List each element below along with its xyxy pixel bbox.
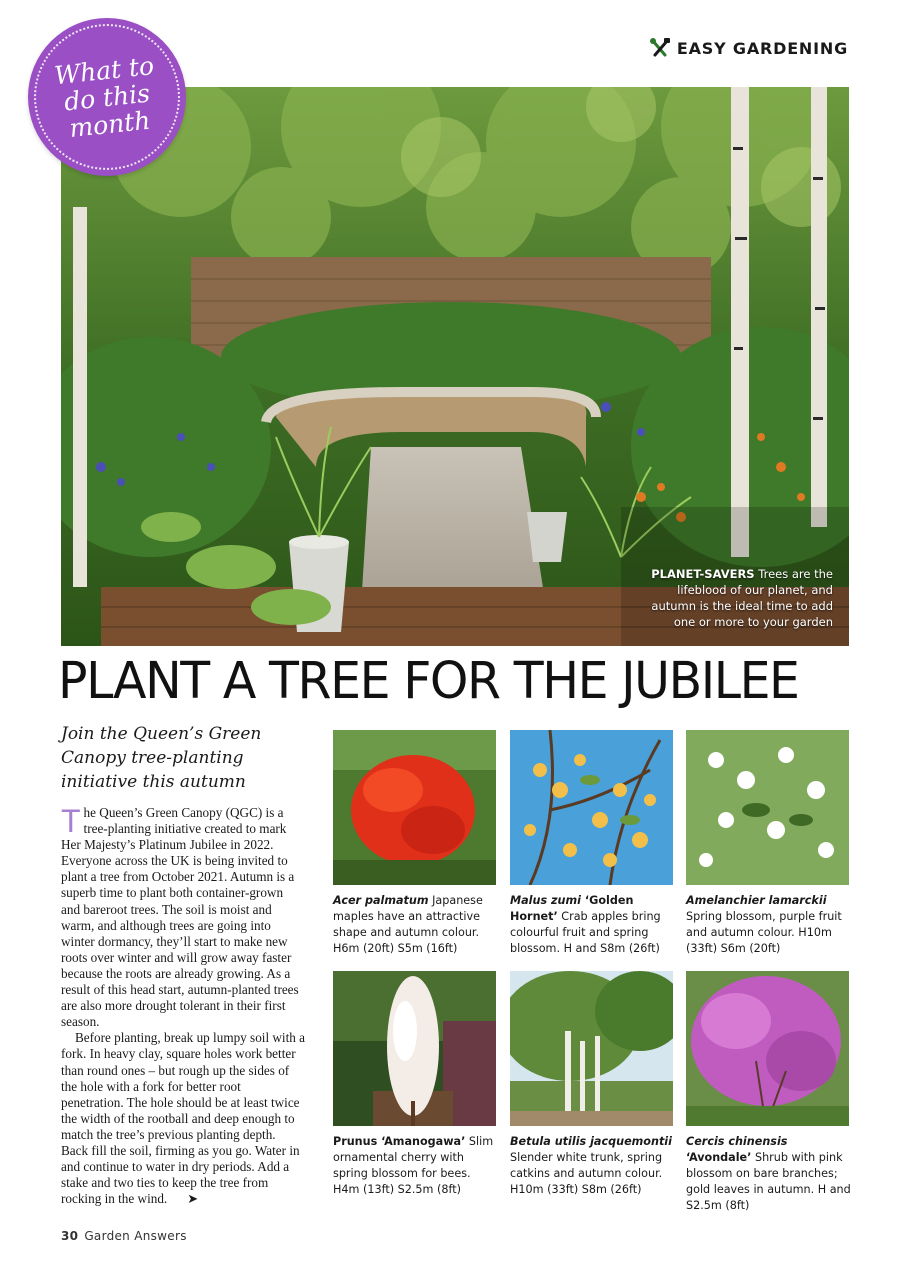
plant-card-amelanchier xyxy=(686,730,852,957)
body-paragraph-2-text: Before planting, break up lumpy soil with a fork. In heavy clay, square holes work better than round ones – but rough up the sides of the hole with a fork for better root penetration. The hole should be at least twice the width of the rootball and deep enough to match the tree’s previous planting depth. Back fill the soil, firming as you go. Water in and continue to water in dry periods. Add a stake and two ties to keep the tree from rocking in the wind. xyxy=(61,1030,306,1207)
cercis-photo xyxy=(686,971,849,1126)
plant-cultivar-6: ‘Avondale’ xyxy=(686,1151,752,1164)
plant-card-betula xyxy=(510,971,676,1198)
section-label: EASY GARDENING xyxy=(676,38,848,58)
hero-caption-lead: PLANET-SAVERS xyxy=(651,567,755,581)
body-paragraph-1 xyxy=(61,805,305,1030)
drop-cap: T xyxy=(61,803,81,839)
plant-name-1: Acer palmatum xyxy=(333,894,429,907)
page-number: 30 xyxy=(61,1229,79,1243)
plant-caption-5 xyxy=(510,1134,676,1198)
plant-name-2: Malus zumi xyxy=(510,894,582,907)
plant-name-5: Betula utilis jacquemontii xyxy=(510,1135,672,1148)
plant-description-4: Slim ornamental cherry with spring blossom for bees. H4m (13ft) S2.5m (8ft) xyxy=(333,1135,494,1196)
plant-description-2: Crab apples bring colourful fruit and spring blossom. H and S8m (26ft) xyxy=(510,910,661,955)
plant-description-1: Japanese maples have an attractive shape and autumn colour. H6m (20ft) S5m (16ft) xyxy=(333,894,483,955)
standfirst: Join the Queen’s Green Canopy tree-planting initiative this autumn xyxy=(61,724,262,792)
betula-photo xyxy=(510,971,673,1126)
plant-card-cercis xyxy=(686,971,852,1214)
plant-caption-6 xyxy=(686,1134,852,1214)
amelanchier-photo xyxy=(686,730,849,885)
hero-image xyxy=(61,87,849,646)
plant-caption-2 xyxy=(510,893,676,957)
prunus-photo xyxy=(333,971,496,1126)
garden-illustration xyxy=(61,87,849,646)
plant-description-5: Slender white trunk, spring catkins and autumn colour. H10m (33ft) S8m (26ft) xyxy=(510,1151,663,1196)
plant-caption-4 xyxy=(333,1134,499,1198)
acer-photo xyxy=(333,730,496,885)
continue-arrow-icon: ➤ xyxy=(187,1191,199,1207)
plant-name-3: Amelanchier lamarckii xyxy=(686,894,827,907)
hero-caption xyxy=(633,566,833,630)
plant-card-malus xyxy=(510,730,676,957)
malus-photo xyxy=(510,730,673,885)
plant-description-6: Shrub with pink blossom on bare branches; gold leaves in autumn. H and S2.5m (8ft) xyxy=(686,1151,851,1212)
section-tag xyxy=(649,37,848,59)
plant-description-3: Spring blossom, purple fruit and autumn colour. H10m (33ft) S6m (20ft) xyxy=(686,910,842,955)
plant-caption-1 xyxy=(333,893,499,957)
month-badge xyxy=(28,18,186,176)
garden-tools-icon xyxy=(649,37,671,59)
plant-cultivar-2: ‘Golden Hornet’ xyxy=(510,894,634,923)
plant-name-6: Cercis chinensis xyxy=(686,1135,788,1148)
plant-card-acer xyxy=(333,730,499,957)
plant-name-4: Prunus ‘Amanogawa’ xyxy=(333,1135,466,1148)
plant-caption-3 xyxy=(686,893,852,957)
plant-card-prunus xyxy=(333,971,499,1198)
magazine-name: Garden Answers xyxy=(84,1229,187,1243)
article-body xyxy=(61,805,305,1207)
badge-text: What to do this month xyxy=(53,50,156,143)
body-paragraph-1-text: he Queen’s Green Canopy (QGC) is a tree-planting initiative created to mark Her Majesty’s Platinum Jubilee in 2022. Everyone across the UK is being invited to plant a tree from October 2021. Autumn is a superb time to plant both container-grown and bareroot trees. The soil is moist and warm, and although trees are going into winter dormancy, they’ll start to make new roots over winter and will grow away faster because the roots are already growing. As a result of this head start, autumn-planted trees are also more drought tolerant in their first season. xyxy=(61,805,299,1030)
page-footer xyxy=(61,1229,187,1243)
body-paragraph-2 xyxy=(61,1030,305,1207)
headline: PLANT A TREE FOR THE JUBILEE xyxy=(58,652,799,711)
hero-caption-body: Trees are the lifeblood of our planet, and autumn is the ideal time to add one or more to your garden xyxy=(651,567,833,629)
